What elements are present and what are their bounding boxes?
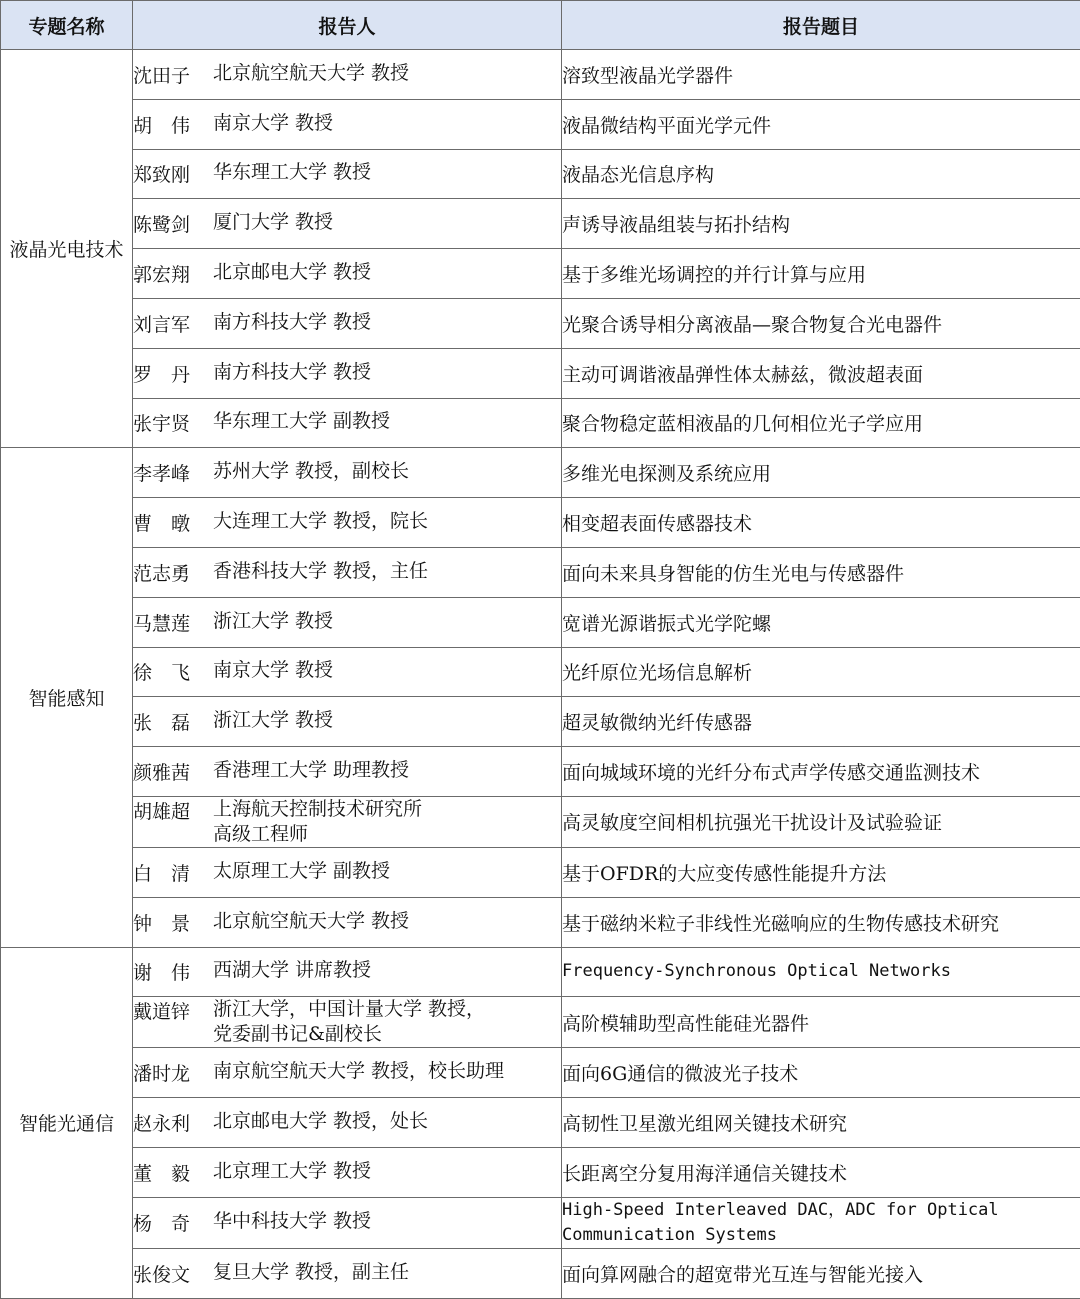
speaker-affiliation: 浙江大学 教授: [213, 609, 333, 634]
table-row: [1, 597, 1080, 647]
speaker-cell: [133, 796, 562, 847]
speaker-name: 张磊: [133, 708, 213, 735]
speaker-name: 范志勇: [133, 559, 213, 586]
speaker-cell: [133, 597, 562, 647]
speaker-name: 胡伟: [133, 111, 213, 138]
table-row: [1, 448, 1080, 498]
table-row: [1, 547, 1080, 597]
table-row: [1, 149, 1080, 199]
report-title-cell: 多维光电探测及系统应用: [562, 448, 1080, 498]
report-title-cell: 高韧性卫星激光组网关键技术研究: [562, 1098, 1080, 1148]
speaker-name: 郑致刚: [133, 160, 213, 187]
speaker-name: 曹暾: [133, 509, 213, 536]
report-title-cell: 光聚合诱导相分离液晶—聚合物复合光电器件: [562, 298, 1080, 348]
table-row: [1, 50, 1080, 100]
speaker-name: 潘时龙: [133, 1059, 213, 1086]
table-row: [1, 947, 1080, 997]
report-title-cell: 声诱导液晶组装与拓扑结构: [562, 199, 1080, 249]
table-row: [1, 199, 1080, 249]
speaker-affiliation: 浙江大学，中国计量大学 教授， 党委副书记&副校长: [213, 997, 485, 1047]
speaker-name: 张俊文: [133, 1260, 213, 1287]
report-title-cell: 液晶微结构平面光学元件: [562, 99, 1080, 149]
speaker-affiliation: 厦门大学 教授: [213, 210, 333, 235]
report-title-cell: 光纤原位光场信息解析: [562, 647, 1080, 697]
table-row: [1, 1147, 1080, 1197]
topic-cell: 智能感知: [1, 448, 133, 947]
speaker-affiliation: 复旦大学 教授，副主任: [213, 1260, 409, 1285]
speaker-affiliation: 华东理工大学 教授: [213, 160, 371, 185]
report-title-cell: Frequency-Synchronous Optical Networks: [562, 947, 1080, 997]
topic-cell: 智能光通信: [1, 947, 133, 1298]
table-row: [1, 99, 1080, 149]
table-row: [1, 298, 1080, 348]
table-row: [1, 348, 1080, 398]
speaker-affiliation: 北京航空航天大学 教授: [213, 909, 409, 934]
speaker-affiliation: 苏州大学 教授，副校长: [213, 459, 409, 484]
speaker-cell: [133, 1147, 562, 1197]
report-title-cell: 基于OFDR的大应变传感性能提升方法: [562, 847, 1080, 897]
speaker-cell: [133, 647, 562, 697]
header-row: [1, 1, 1080, 50]
report-title-cell: 液晶态光信息序构: [562, 149, 1080, 199]
speaker-cell: [133, 897, 562, 947]
speaker-cell: [133, 947, 562, 997]
table-row: [1, 1048, 1080, 1098]
speaker-cell: [133, 498, 562, 548]
speaker-affiliation: 大连理工大学 教授，院长: [213, 509, 428, 534]
report-title-cell: 面向6G通信的微波光子技术: [562, 1048, 1080, 1098]
table-row: [1, 847, 1080, 897]
report-title-cell: 聚合物稳定蓝相液晶的几何相位光子学应用: [562, 398, 1080, 448]
speaker-cell: [133, 997, 562, 1048]
report-title-cell: 基于磁纳米粒子非线性光磁响应的生物传感技术研究: [562, 897, 1080, 947]
table-header: [1, 1, 1080, 50]
report-title-cell: 长距离空分复用海洋通信关键技术: [562, 1147, 1080, 1197]
speaker-name: 胡雄超: [133, 797, 213, 824]
speaker-name: 杨奇: [133, 1209, 213, 1236]
speaker-affiliation: 南京大学 教授: [213, 111, 333, 136]
speaker-affiliation: 西湖大学 讲席教授: [213, 958, 371, 983]
speaker-name: 张宇贤: [133, 409, 213, 436]
header-topic: 专题名称: [1, 1, 133, 50]
speaker-affiliation: 香港科技大学 教授，主任: [213, 559, 428, 584]
speaker-affiliation: 华中科技大学 教授: [213, 1209, 371, 1234]
speaker-name: 颜雅茜: [133, 758, 213, 785]
table-row: [1, 697, 1080, 747]
speaker-cell: [133, 199, 562, 249]
speaker-affiliation: 南方科技大学 教授: [213, 360, 371, 385]
speaker-cell: [133, 298, 562, 348]
table-row: [1, 1098, 1080, 1148]
speaker-name: 陈鹭剑: [133, 210, 213, 237]
speaker-affiliation: 浙江大学 教授: [213, 708, 333, 733]
table-row: [1, 647, 1080, 697]
table-row: [1, 1197, 1080, 1248]
table-row: [1, 1248, 1080, 1298]
table-row: [1, 747, 1080, 797]
speaker-cell: [133, 1197, 562, 1248]
speaker-affiliation: 南京航空航天大学 教授，校长助理: [213, 1059, 504, 1084]
speaker-name: 沈田子: [133, 61, 213, 88]
speaker-cell: [133, 1048, 562, 1098]
speaker-cell: [133, 99, 562, 149]
table-body: [1, 50, 1080, 1299]
report-title-cell: High-Speed Interleaved DAC，ADC for Optical Communication Systems: [562, 1197, 1080, 1248]
speaker-name: 徐飞: [133, 658, 213, 685]
speaker-name: 董毅: [133, 1159, 213, 1186]
speaker-name: 刘言军: [133, 310, 213, 337]
speaker-cell: [133, 249, 562, 299]
report-title-cell: 高灵敏度空间相机抗强光干扰设计及试验验证: [562, 796, 1080, 847]
table-row: [1, 997, 1080, 1048]
topic-cell: 液晶光电技术: [1, 50, 133, 448]
speaker-affiliation: 北京航空航天大学 教授: [213, 61, 409, 86]
speaker-name: 罗丹: [133, 360, 213, 387]
table-row: [1, 498, 1080, 548]
speaker-affiliation: 北京邮电大学 教授，处长: [213, 1109, 428, 1134]
speaker-affiliation: 北京邮电大学 教授: [213, 260, 371, 285]
report-title-cell: 基于多维光场调控的并行计算与应用: [562, 249, 1080, 299]
speaker-name: 谢伟: [133, 958, 213, 985]
speaker-affiliation: 华东理工大学 副教授: [213, 409, 390, 434]
report-title-cell: 高阶模辅助型高性能硅光器件: [562, 997, 1080, 1048]
table-row: [1, 249, 1080, 299]
speaker-cell: [133, 1248, 562, 1298]
table-row: [1, 796, 1080, 847]
speaker-name: 钟景: [133, 909, 213, 936]
speaker-affiliation: 南京大学 教授: [213, 658, 333, 683]
speaker-cell: [133, 547, 562, 597]
speaker-cell: [133, 697, 562, 747]
speaker-name: 马慧莲: [133, 609, 213, 636]
report-title-cell: 面向算网融合的超宽带光互连与智能光接入: [562, 1248, 1080, 1298]
speaker-cell: [133, 747, 562, 797]
speaker-cell: [133, 448, 562, 498]
report-title-cell: 主动可调谐液晶弹性体太赫兹，微波超表面: [562, 348, 1080, 398]
speaker-cell: [133, 348, 562, 398]
report-title-cell: 溶致型液晶光学器件: [562, 50, 1080, 100]
speaker-cell: [133, 50, 562, 100]
report-title-cell: 宽谱光源谐振式光学陀螺: [562, 597, 1080, 647]
speaker-cell: [133, 149, 562, 199]
speaker-cell: [133, 1098, 562, 1148]
speaker-name: 白清: [133, 859, 213, 886]
speaker-name: 赵永利: [133, 1109, 213, 1136]
speaker-affiliation: 上海航天控制技术研究所 高级工程师: [213, 797, 422, 847]
speaker-cell: [133, 847, 562, 897]
speaker-name: 李孝峰: [133, 459, 213, 486]
speaker-name: 戴道锌: [133, 997, 213, 1024]
speaker-cell: [133, 398, 562, 448]
header-speaker: 报告人: [133, 1, 562, 50]
table-row: [1, 398, 1080, 448]
report-title-cell: 面向未来具身智能的仿生光电与传感器件: [562, 547, 1080, 597]
speaker-affiliation: 北京理工大学 教授: [213, 1159, 371, 1184]
speaker-affiliation: 香港理工大学 助理教授: [213, 758, 409, 783]
report-title-cell: 超灵敏微纳光纤传感器: [562, 697, 1080, 747]
speaker-affiliation: 南方科技大学 教授: [213, 310, 371, 335]
speaker-name: 郭宏翔: [133, 260, 213, 287]
report-title-cell: 面向城域环境的光纤分布式声学传感交通监测技术: [562, 747, 1080, 797]
report-title-cell: 相变超表面传感器技术: [562, 498, 1080, 548]
header-title: 报告题目: [562, 1, 1080, 50]
table-row: [1, 897, 1080, 947]
speaker-affiliation: 太原理工大学 副教授: [213, 859, 390, 884]
